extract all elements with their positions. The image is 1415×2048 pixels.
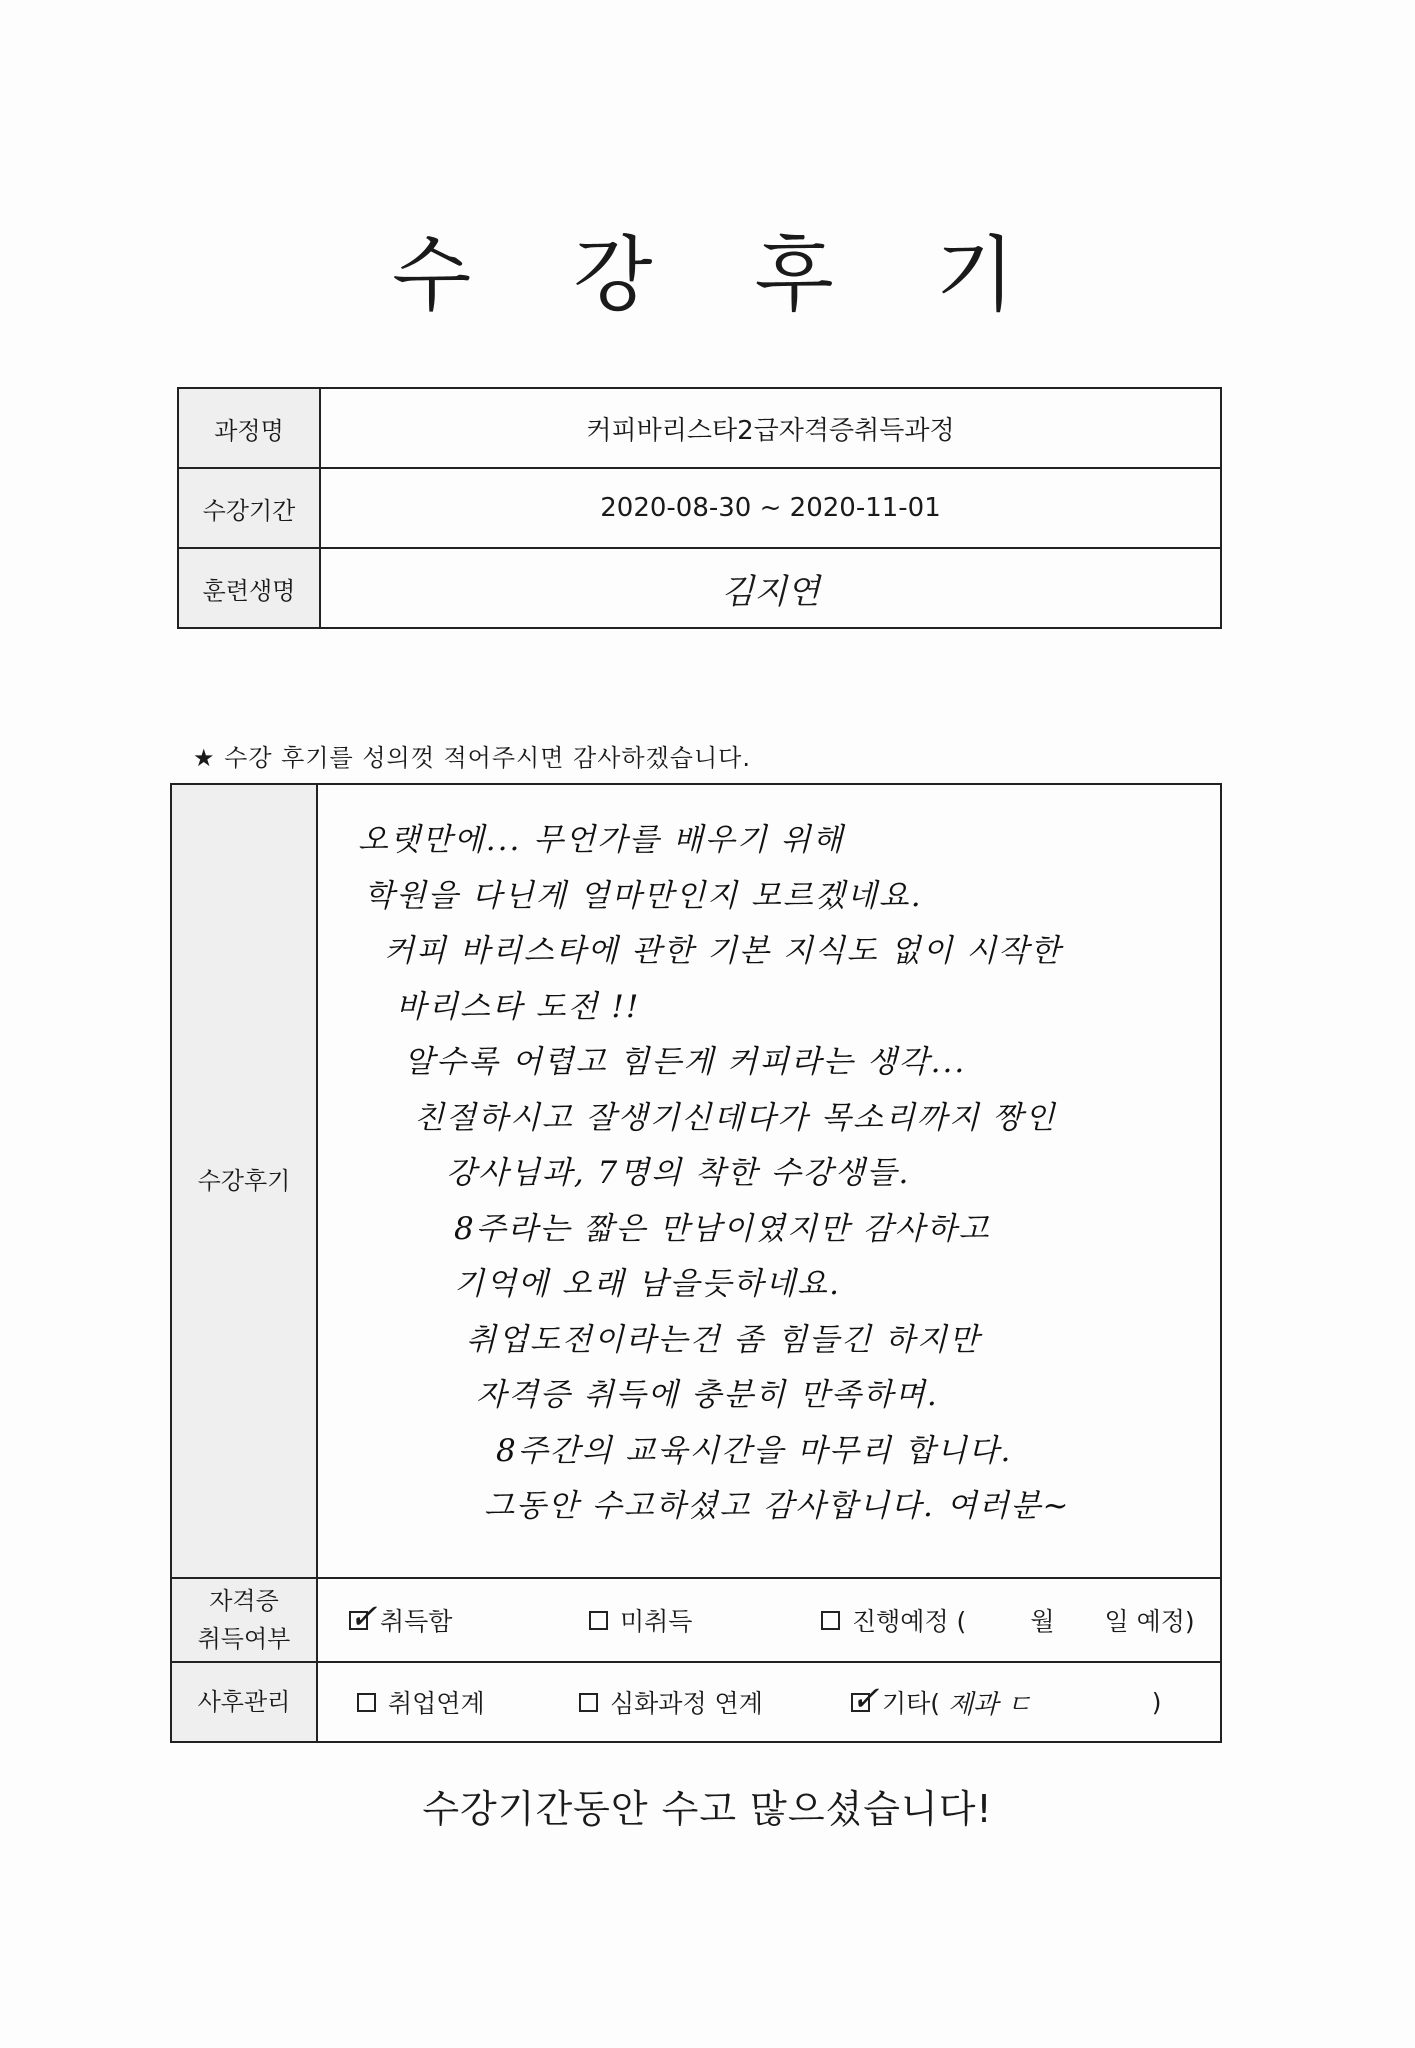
check-mark-icon: ✓ xyxy=(851,1678,880,1719)
review-line: 커피 바리스타에 관한 기본 지식도 없이 시작한 xyxy=(384,933,1063,969)
option-planned-label: 진행예정 ( xyxy=(852,1607,967,1636)
period-row xyxy=(178,468,1221,548)
option-job-link-label: 취업연계 xyxy=(388,1689,485,1718)
review-line: 바리스타 도전 !! xyxy=(396,988,641,1025)
review-line: 학원을 다닌게 얼마만인지 모르겠네요. xyxy=(364,877,923,914)
option-other[interactable] xyxy=(851,1678,1162,1721)
review-line: 자격증 취득에 충분히 만족하며. xyxy=(476,1377,939,1413)
review-line: 친절하시고 잘생기신데다가 목소리까지 짱인 xyxy=(414,1099,1057,1136)
review-label: 수강후기 xyxy=(171,784,317,1578)
review-table xyxy=(170,783,1222,1743)
cert-label-line2: 취득여부 xyxy=(197,1625,291,1653)
cert-label xyxy=(171,1578,317,1662)
period-label: 수강기간 xyxy=(178,468,320,548)
handwritten-review xyxy=(318,785,1220,1535)
review-line: 8주라는 짧은 만남이였지만 감사하고 xyxy=(454,1210,991,1247)
trainee-row xyxy=(178,548,1221,628)
course-row xyxy=(178,388,1221,468)
option-not-acquired[interactable] xyxy=(589,1602,821,1638)
trainee-name-handwritten: 김지연 xyxy=(320,548,1221,628)
cert-options xyxy=(317,1578,1221,1662)
option-advanced-course[interactable] xyxy=(579,1684,851,1720)
period-value: 2020-08-30 ~ 2020-11-01 xyxy=(320,468,1221,548)
review-line: 취업도전이라는건 좀 힘들긴 하지만 xyxy=(466,1321,981,1358)
option-other-close: ) xyxy=(1151,1687,1162,1717)
option-not-acquired-label: 미취득 xyxy=(620,1607,693,1636)
checkbox-acquired[interactable] xyxy=(349,1596,378,1637)
option-acquired-label: 취득함 xyxy=(380,1607,453,1636)
page-title: 수 강 후 기 xyxy=(391,228,1054,323)
option-other-label: 기타( xyxy=(882,1689,941,1718)
cert-row xyxy=(171,1578,1221,1662)
option-acquired[interactable] xyxy=(349,1596,589,1638)
review-line: 오랫만에... 무언가를 배우기 위해 xyxy=(358,822,845,858)
review-body xyxy=(317,784,1221,1578)
check-mark-icon: ✓ xyxy=(349,1596,378,1637)
option-job-link[interactable] xyxy=(357,1684,579,1720)
planned-day-label: 일 예정) xyxy=(1104,1607,1195,1636)
option-advanced-course-label: 심화과정 연계 xyxy=(610,1689,763,1718)
cert-label-line1: 자격증 xyxy=(209,1587,279,1615)
review-line: 알수록 어렵고 힘든게 커피라는 생각... xyxy=(404,1044,967,1080)
closing-message: 수강기간동안 수고 많으셨습니다! xyxy=(422,1787,993,1831)
review-line: 강사님과, 7명의 착한 수강생들. xyxy=(446,1155,911,1191)
review-line: 그동안 수고하셨고 감사합니다. 여러분~ xyxy=(484,1488,1071,1524)
planned-month-label: 월 xyxy=(1030,1607,1055,1636)
course-value: 커피바리스타2급자격증취득과정 xyxy=(320,388,1221,468)
checkbox-job-link[interactable] xyxy=(357,1693,376,1712)
after-care-label: 사후관리 xyxy=(171,1662,317,1742)
review-row xyxy=(171,784,1221,1578)
checkbox-advanced-course[interactable] xyxy=(579,1693,598,1712)
trainee-label: 훈련생명 xyxy=(178,548,320,628)
course-label: 과정명 xyxy=(178,388,320,468)
after-care-row xyxy=(171,1662,1221,1742)
cert-option-group xyxy=(319,1596,1219,1638)
course-info-table xyxy=(177,387,1222,629)
review-line: 기억에 오래 남을듯하네요. xyxy=(454,1266,841,1302)
review-line: 8주간의 교육시간을 마무리 합니다. xyxy=(496,1432,1013,1469)
other-handwritten-text: 제과 ㄷ xyxy=(948,1689,1032,1720)
instruction-note: ★ 수강 후기를 성의껏 적어주시면 감사하겠습니다. xyxy=(193,744,751,772)
after-option-group xyxy=(319,1678,1219,1721)
checkbox-not-acquired[interactable] xyxy=(589,1611,608,1630)
after-care-options xyxy=(317,1662,1221,1742)
checkbox-planned[interactable] xyxy=(821,1611,840,1630)
option-planned[interactable] xyxy=(821,1602,1195,1638)
checkbox-other[interactable] xyxy=(851,1678,880,1719)
